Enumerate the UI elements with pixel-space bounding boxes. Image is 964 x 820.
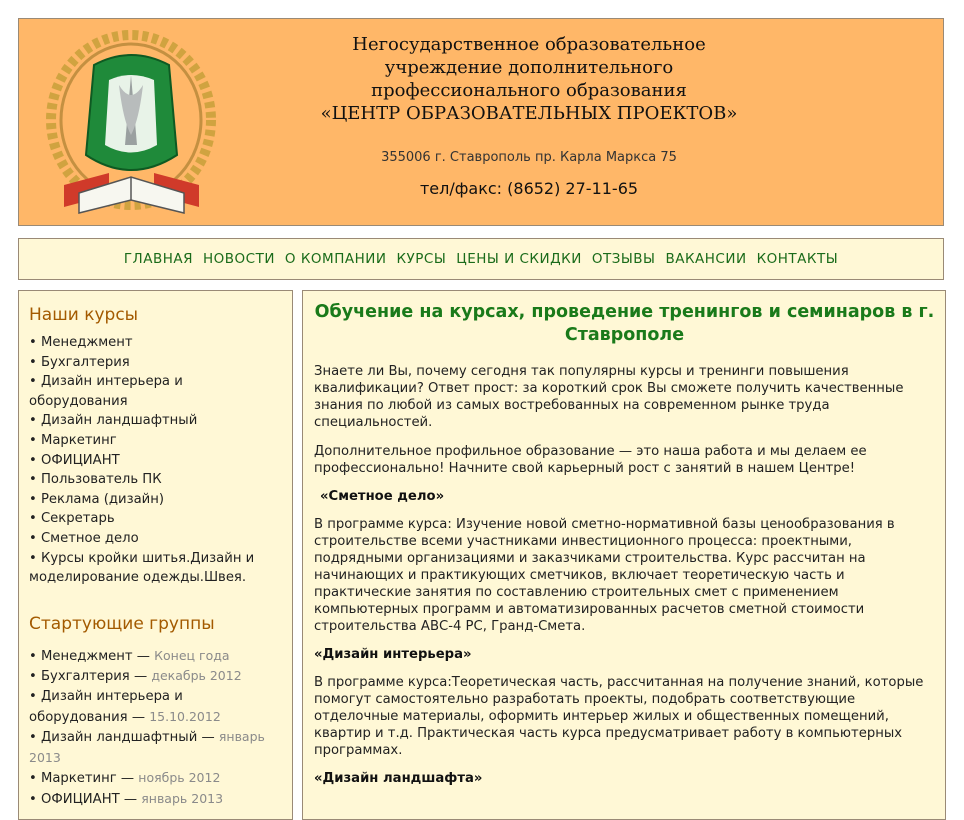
org-title-line: учреждение дополнительного xyxy=(384,57,674,78)
nav-news[interactable]: НОВОСТИ xyxy=(202,251,275,267)
groups-heading: Стартующие группы xyxy=(29,613,215,634)
org-address: 355006 г. Ставрополь пр. Карла Маркса 75 xyxy=(381,150,677,165)
group-item: • Менеджмент — Конец года xyxy=(29,647,230,664)
sidebar xyxy=(18,290,293,820)
nav-vacancies[interactable]: ВАКАНСИИ xyxy=(665,251,747,267)
section-title: «Сметное дело» xyxy=(320,489,445,504)
course-link[interactable]: • Маркетинг xyxy=(29,432,117,448)
group-link[interactable]: • Бухгалтерия xyxy=(29,669,130,685)
org-phone: тел/факс: (8652) 27-11-65 xyxy=(419,179,639,198)
course-link[interactable]: • Пользователь ПК xyxy=(29,472,162,488)
section-paragraph: В программе курса: Изучение новой сметно-нормативной базы ценообразования в строительстве всеми участниками инвестиционного процесса: проектными, подрядными организациями и заказчиками строительства. Курс рассчитан на начинающих и практикующих сметчиков, включает теоретическую часть и практические занятия по составлению строительных смет с применением компьютерных программ и автоматизированных расчетов сметной стоимости строительства АВС-4 РС, Гранд-Смета. xyxy=(314,517,895,634)
group-link[interactable]: • Маркетинг xyxy=(29,771,117,787)
group-link[interactable]: • ОФИЦИАНТ xyxy=(29,791,120,807)
group-item: • Маркетинг — ноябрь 2012 xyxy=(29,770,221,787)
group-item: • Дизайн интерьера и оборудования — 15.10.2012 xyxy=(29,688,221,725)
main-navigation xyxy=(18,238,944,280)
course-link[interactable]: • Менеджмент xyxy=(29,335,133,350)
site-header xyxy=(18,18,944,226)
intro-paragraph: Дополнительное профильное образование — это наша работа и мы делаем ее профессионально! Начните свой карьерный рост с занятий в нашем Центре! xyxy=(314,444,867,476)
group-item: • Бухгалтерия — декабрь 2012 xyxy=(29,668,242,685)
section-title: «Дизайн интерьера» xyxy=(314,647,472,662)
group-link[interactable]: • Дизайн интерьера и оборудования xyxy=(29,688,183,725)
group-date: январь 2013 xyxy=(141,790,224,806)
course-link[interactable]: • Дизайн интерьера и оборудования xyxy=(29,374,183,409)
group-date: ноябрь 2012 xyxy=(138,770,221,786)
organization-title xyxy=(319,33,739,125)
group-date: Конец года xyxy=(154,647,230,663)
course-link[interactable]: • Реклама (дизайн) xyxy=(29,491,164,507)
courses-list xyxy=(29,333,282,588)
section-title: «Дизайн ландшафта» xyxy=(314,771,483,786)
nav-reviews[interactable]: ОТЗЫВЫ xyxy=(591,251,656,267)
intro-paragraph: Знаете ли Вы, почему сегодня так популярны курсы и тренинги повышения квалификации? Ответ прост: за короткий срок Вы сможете получить качественные знания по любой из самых востребованных на современном рынке труда специальностей. xyxy=(314,364,904,430)
section-paragraph: В программе курса:Теоретическая часть, рассчитанная на получение знаний, которые помогут самостоятельно разработать проекты, подобрать соответствующие отделочные материалы, оформить интерьер жилых и общественных помещений, квартир и т.д. Практическая часть курса предусматривает работу в компьютерных программах. xyxy=(314,675,924,758)
org-title-line: Негосударственное образовательное xyxy=(352,34,706,55)
nav-about[interactable]: О КОМПАНИИ xyxy=(284,251,387,267)
nav-courses[interactable]: КУРСЫ xyxy=(396,251,447,267)
page-title: Обучение на курсах, проведение тренингов и семинаров в г. Ставрополе xyxy=(314,302,935,345)
group-date: 15.10.2012 xyxy=(149,708,221,724)
nav-home[interactable]: ГЛАВНАЯ xyxy=(123,251,193,267)
main-content xyxy=(302,290,946,820)
groups-list xyxy=(29,646,282,810)
nav-prices[interactable]: ЦЕНЫ И СКИДКИ xyxy=(456,251,582,267)
group-link[interactable]: • Менеджмент xyxy=(29,648,133,664)
org-title-line: «ЦЕНТР ОБРАЗОВАТЕЛЬНЫХ ПРОЕКТОВ» xyxy=(320,103,738,124)
course-link[interactable]: • Секретарь xyxy=(29,511,115,527)
group-item: • ОФИЦИАНТ — январь 2013 xyxy=(29,790,224,807)
course-link[interactable]: • ОФИЦИАНТ xyxy=(29,452,120,468)
course-link[interactable]: • Курсы кройки шитья.Дизайн и моделирование одежды.Швея. xyxy=(29,550,255,586)
group-link[interactable]: • Дизайн ландшафтный xyxy=(29,730,198,746)
group-date: декабрь 2012 xyxy=(151,668,242,684)
group-item: • Дизайн ландшафтный — январь 2013 xyxy=(29,729,265,765)
nav-contacts[interactable]: КОНТАКТЫ xyxy=(756,251,839,267)
course-link[interactable]: • Сметное дело xyxy=(29,530,139,546)
courses-heading: Наши курсы xyxy=(29,305,139,325)
course-link[interactable]: • Бухгалтерия xyxy=(29,354,130,370)
group-date: январь 2013 xyxy=(29,729,265,765)
emblem-logo-icon[interactable] xyxy=(39,25,224,223)
org-title-line: профессионального образования xyxy=(371,80,687,101)
course-link[interactable]: • Дизайн ландшафтный xyxy=(29,413,198,429)
